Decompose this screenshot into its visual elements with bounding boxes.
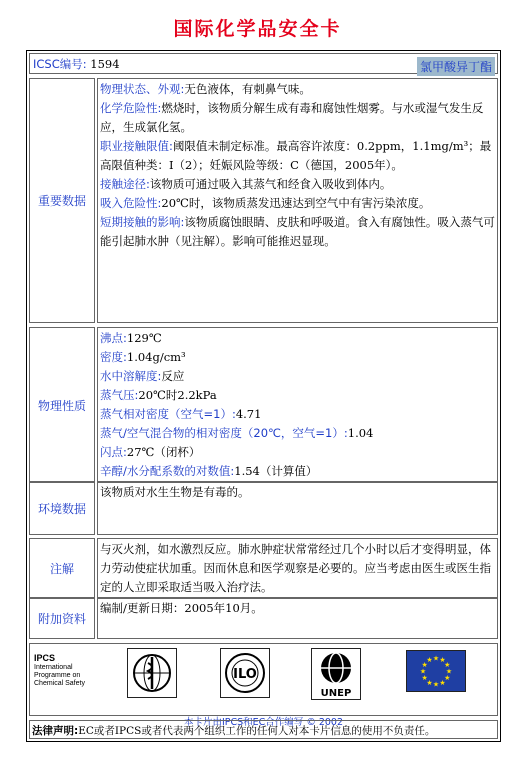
- ipcs-block: [34, 654, 85, 688]
- additional-info-text: 编制/更新日期：2005年10月。: [100, 601, 263, 615]
- physical-properties-label: 物理性质: [37, 398, 86, 413]
- chemical-name: 氯甲酸异丁酯: [417, 57, 495, 76]
- footer-logos: [29, 643, 498, 728]
- physical-properties-content: [97, 327, 498, 483]
- eu-star-icon: ★: [439, 678, 446, 687]
- prop-vapor-pressure: 蒸气压:20℃时2.2kPa: [100, 388, 217, 402]
- footer-note: 本卡片由IPCS和EC合作编写 © 2002: [183, 717, 344, 728]
- eu-star-icon: ★: [432, 680, 440, 689]
- icsc-row: [29, 53, 498, 74]
- notes-label: 注解: [49, 562, 74, 576]
- ipcs-line-1: International: [34, 664, 73, 671]
- eu-star-icon: ★: [445, 667, 453, 676]
- ipcs-line-2: Programme on: [34, 672, 81, 679]
- notes-section: [29, 538, 498, 599]
- eu-star-icon: ★: [419, 667, 427, 676]
- eu-star-icon: ★: [426, 678, 433, 687]
- eu-star-icon: ★: [439, 656, 446, 665]
- eu-star-icon: ★: [421, 661, 428, 669]
- ipcs-line-3: Chemical Safety: [34, 680, 85, 687]
- eu-star-icon: ★: [444, 661, 451, 669]
- fact-appearance: 物理状态、外观:无色液体，有刺鼻气味。: [100, 82, 311, 96]
- environment-text: 该物质对水生生物是有毒的。: [100, 485, 250, 499]
- svg-text:ILO: ILO: [233, 667, 257, 682]
- notes-text: 与灭火剂，如水激烈反应。肺水肿症状常常经过几个小时以后才变得明显，体力劳动使症状加重。因而休息和医学观察是必要的。应当考虑由医生或医生指定的人立即采取适当吸入治疗法。: [100, 542, 491, 594]
- safety-card: [26, 50, 501, 742]
- prop-mixture-density: 蒸气/空气混合物的相对密度（20℃，空气=1）:1.04: [100, 426, 374, 440]
- prop-log-pow: 辛醇/水分配系数的对数值:1.54（计算值）: [100, 464, 318, 478]
- ilo-logo-icon: [220, 648, 270, 698]
- eu-star-icon: ★: [444, 674, 451, 682]
- prop-boiling-point: 沸点:129℃: [100, 331, 162, 345]
- icsc-label: ICSC编号:: [33, 57, 87, 71]
- eu-star-icon: ★: [426, 656, 433, 665]
- additional-info-section: [29, 597, 498, 639]
- important-data-label: 重要数据: [37, 194, 86, 208]
- prop-vapor-density: 蒸气相对密度（空气=1）:4.71: [100, 407, 262, 421]
- fact-chemical-danger: 化学危险性:燃烧时，该物质分解生成有毒和腐蚀性烟雾。与水或湿气发生反应，生成氯化氢。: [100, 101, 484, 134]
- eu-star-icon: ★: [432, 654, 440, 663]
- eu-star-icon: ★: [421, 674, 428, 682]
- additional-info-label: 附加资料: [37, 611, 86, 626]
- fact-exposure-limits: 职业接触限值:阈限值未制定标准。最高容许浓度：0.2ppm，1.1mg/m³；最高限值种类：I（2）；妊娠风险等级：C（德国，2005年）。: [100, 139, 492, 172]
- card-title: 国际化学品安全卡: [173, 18, 342, 40]
- fact-inhalation-risk: 吸入危险性:20℃时，该物质蒸发迅速达到空气中有害污染浓度。: [100, 196, 431, 210]
- prop-water-solubility: 水中溶解度:反应: [100, 369, 185, 383]
- ipcs-title: IPCS: [34, 653, 56, 663]
- icsc-number: 1594: [90, 57, 120, 71]
- unep-logo-icon: [311, 648, 361, 700]
- prop-density: 密度:1.04g/cm³: [100, 350, 186, 364]
- physical-properties-section: [29, 327, 498, 483]
- legal-key: 法律声明:: [32, 725, 79, 737]
- prop-flash-point: 闪点:27℃（闭杯）: [100, 445, 201, 459]
- important-data-section: [29, 78, 498, 323]
- eu-flag-icon: [406, 650, 466, 692]
- legal-text: EC或者IPCS或者代表两个组织工作的任何人对本卡片信息的使用不负责任。: [78, 725, 436, 737]
- important-data-content: [97, 78, 498, 323]
- svg-text:UNEP: UNEP: [320, 688, 352, 699]
- legal-section: [29, 720, 498, 739]
- environment-label: 环境数据: [37, 501, 86, 516]
- fact-exposure-route: 接触途径:该物质可通过吸入其蒸气和经食入吸收到体内。: [100, 177, 392, 191]
- environment-section: [29, 481, 498, 535]
- fact-short-term-effects: 短期接触的影响:该物质腐蚀眼睛、皮肤和呼吸道。食入有腐蚀性。吸入蒸气可能引起肺水肿（见注解）。影响可能推迟显现。: [100, 215, 495, 248]
- who-logo-icon: [127, 648, 177, 698]
